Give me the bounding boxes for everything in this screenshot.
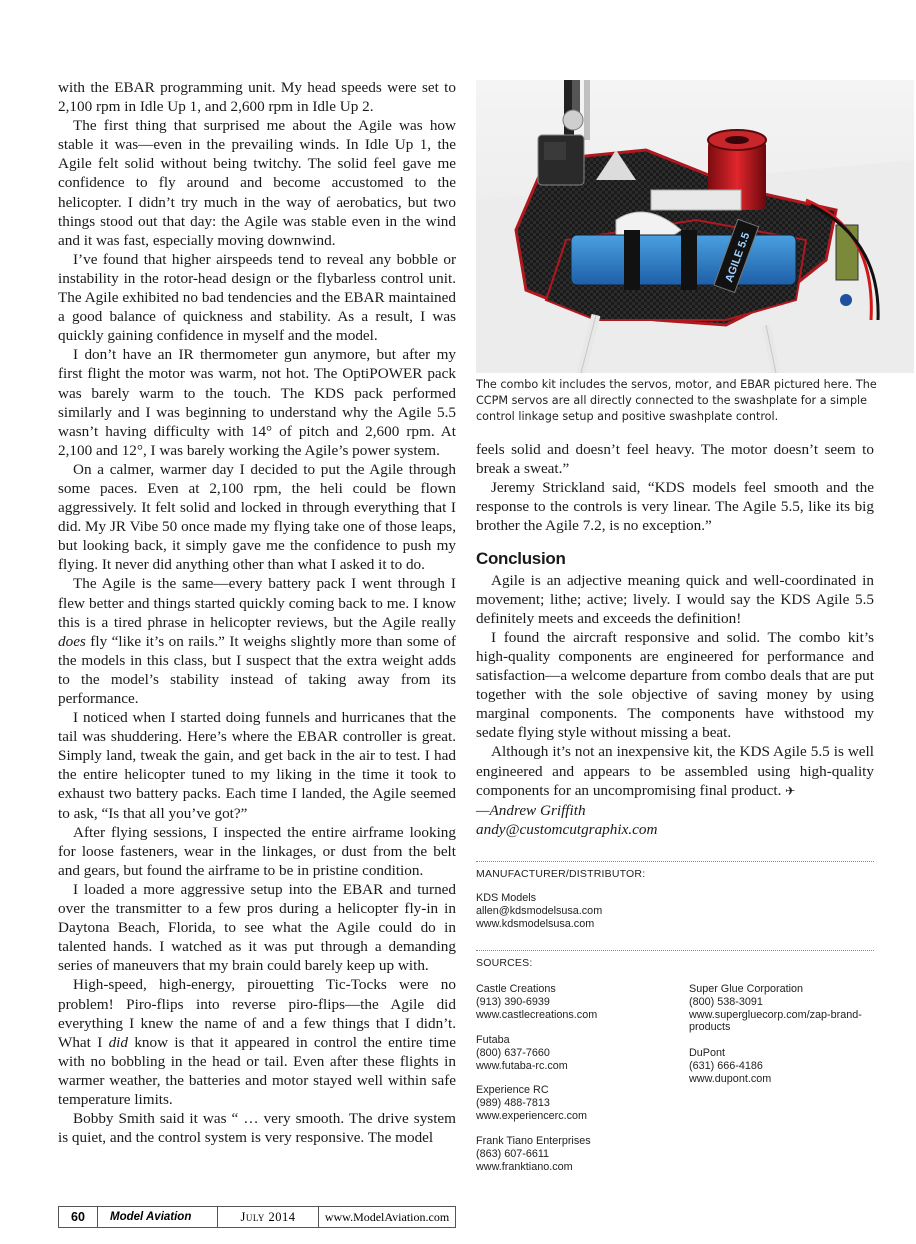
manufacturer-name: KDS Models xyxy=(476,892,537,904)
sources-heading: SOURCES: xyxy=(476,957,533,969)
manufacturer-url: www.kdsmodelsusa.com xyxy=(476,917,595,930)
manufacturer-block xyxy=(476,892,602,930)
paragraph: The first thing that surprised me about the Agile was how stable it was—even in the prevailing winds. In Idle Up 1, the Agile felt solid without being twitchy. The solid feel gave me confidence to fly around and become accustomed to the helicopter. I didn’t try much in the way of aerobatics, but two things stood out that day: the Agile was stable even in the wind and it was fast, especially moving downwind. xyxy=(58,117,456,249)
divider xyxy=(476,950,874,951)
source-url: www.experiencerc.com xyxy=(476,1109,588,1122)
source-url-continued: products xyxy=(689,1021,731,1034)
text-run: The Agile is the same—every battery pack I went through I flew better and things started quickly coming back to me. I know this is a tired phrase in helicopter reviews, but the Agile really xyxy=(58,575,456,631)
source-phone: (913) 390-6939 xyxy=(476,995,550,1008)
manufacturer-heading: MANUFACTURER/DISTRIBUTOR: xyxy=(476,868,646,880)
paragraph: I found the aircraft responsive and solid. The combo kit’s high-quality components are engineered for performance and satisfaction—a welcome departure from combo deals that are put together with the sole objective of saving money by using marginal components. The components have withstood my sedate flying style without missing a beat. xyxy=(476,628,874,742)
paragraph: feels solid and doesn’t feel heavy. The motor doesn’t seem to break a sweat.” xyxy=(476,441,874,478)
source-phone: (863) 607-6611 xyxy=(476,1147,550,1160)
source-entry xyxy=(476,1084,587,1122)
left-column xyxy=(58,78,456,1147)
source-name: Castle Creations xyxy=(476,983,556,995)
source-name: DuPont xyxy=(689,1047,726,1059)
page-footer xyxy=(58,1206,456,1228)
magazine-name: Model Aviation xyxy=(98,1207,218,1227)
paragraph xyxy=(58,574,456,708)
right-column xyxy=(476,440,874,839)
paragraph: I noticed when I started doing funnels and hurricanes that the tail was shuddering. Here’s where the EBAR controller is great. Simply land, tweak the gain, and get back in the air to test. I had the entire helicopter tuned to my liking in the time it took to exhaust two battery packs. Each time I landed, the Agile seemed to ask, “Is that all you’ve got?” xyxy=(58,709,456,822)
source-url: www.supergluecorp.com/zap-brand- xyxy=(689,1008,862,1021)
source-url: www.franktiano.com xyxy=(476,1160,573,1173)
source-phone: (631) 666-4186 xyxy=(689,1059,763,1072)
text-run: know is that it appeared in control the entire time with no bobbling in the head or tail. Even after these flights in warmer weather, the batteries and motor stayed well within safe temperature limits. xyxy=(58,1033,456,1108)
source-entry xyxy=(689,1047,771,1085)
page-number: 60 xyxy=(59,1207,98,1227)
helicopter-photo xyxy=(476,80,914,373)
source-name: Super Glue Corporation xyxy=(689,983,804,995)
source-entry xyxy=(476,1135,591,1173)
text-run: fly “like it’s on rails.” It weighs slightly more than some of the models in this class, but I suspect that the extra weight adds to the model’s stability instead of taking away from its performance. xyxy=(58,632,456,707)
source-phone: (989) 488-7813 xyxy=(476,1096,550,1109)
paragraph: with the EBAR programming unit. My head speeds were set to 2,100 rpm in Idle Up 1, and 2,600 rpm in Idle Up 2. xyxy=(58,79,456,116)
photo-caption: The combo kit includes the servos, motor, and EBAR pictured here. The CCPM servos are all directly connected to the swashplate for a simple control linkage setup and positive swashplate control. xyxy=(476,378,877,423)
paragraph: On a calmer, warmer day I decided to put the Agile through some paces. Even at 2,100 rpm, the heli could be flown aggressively. It felt solid and locked in through everything that I did. My JR Vibe 50 once made my flying take one of those leaps, but looking back, it simply gave me the confidence to push my flying. It never did anything other than what I asked it to do. xyxy=(58,460,456,574)
paragraph: After flying sessions, I inspected the entire airframe looking for loose fasteners, wear in the linkages, or dust from the belt and gears, but found the airframe to be in pristine condition. xyxy=(58,823,456,879)
source-entry xyxy=(689,983,862,1034)
author-email: andy@customcutgraphix.com xyxy=(476,820,658,838)
manufacturer-email: allen@kdsmodelsusa.com xyxy=(476,904,603,917)
divider xyxy=(476,861,874,862)
source-url: www.castlecreations.com xyxy=(476,1008,598,1021)
author-signature: —Andrew Griffith xyxy=(476,801,586,819)
source-name: Frank Tiano Enterprises xyxy=(476,1135,591,1147)
paragraph xyxy=(476,742,874,800)
paragraph: I loaded a more aggressive setup into the EBAR and turned over the transmitter to a few pros during a helicopter fly-in in Daytona Beach, Florida, to see what the Agile could do in talented hands. I watched as it was put through a demanding series of maneuvers that my brain could barely keep up with. xyxy=(58,880,456,975)
source-phone: (800) 538-3091 xyxy=(689,995,763,1008)
paragraph: Agile is an adjective meaning quick and well-coordinated in movement; lithe; active; lively. I would say the KDS Agile 5.5 definitely meets and exceeds the definition! xyxy=(476,571,874,627)
end-mark-icon: ✈ xyxy=(785,783,796,798)
website-url: www.ModelAviation.com xyxy=(324,1209,450,1224)
paragraph: Bobby Smith said it was “ … very smooth. The drive system is quiet, and the control system is very responsive. The model xyxy=(58,1110,456,1147)
source-url: www.dupont.com xyxy=(689,1072,772,1085)
source-entry xyxy=(476,1034,568,1072)
source-name: Experience RC xyxy=(476,1084,549,1096)
paragraph xyxy=(58,975,456,1109)
text-run: Although it’s not an inexpensive kit, the KDS Agile 5.5 is well engineered and appears to be assembled using high-quality components for an uncompromising final product. xyxy=(476,743,874,799)
source-phone: (800) 637-7660 xyxy=(476,1046,550,1059)
emphasis: did xyxy=(108,1033,128,1051)
source-entry xyxy=(476,983,597,1021)
text-run: High-speed, high-energy, pirouetting Tic-Tocks were no problem! Piro-flips into reverse piro-flips—the Agile did everything I knew the name of and a few things that I didn’t. What I xyxy=(58,976,456,1051)
paragraph: Jeremy Strickland said, “KDS models feel smooth and the response to the controls is very linear. The Agile 5.5, like its big brother the Agile 7.2, is no exception.” xyxy=(476,479,874,535)
source-url: www.futaba-rc.com xyxy=(476,1059,568,1072)
photo-label: AGILE 5.5 xyxy=(723,231,753,284)
conclusion-heading: Conclusion xyxy=(476,549,566,569)
issue-date: July 2014 xyxy=(218,1207,319,1227)
emphasis: does xyxy=(58,632,86,650)
paragraph: I’ve found that higher airspeeds tend to reveal any bobble or instability in the rotor-head design or the flybarless control unit. The Agile exhibited no bad tendencies and the EBAR maintained a good balance of quickness and stability. As a result, I was quickly gaining confidence in myself and the model. xyxy=(58,250,456,345)
paragraph: I don’t have an IR thermometer gun anymore, but after my first flight the motor was warm, not hot. The OptiPOWER pack was barely warm to the touch. The KDS pack performed similarly and I was beginning to understand why the Agile 5.5 wasn’t having difficulty with 14° of pitch and 2,600 rpm. At 2,100 and 12°, I was barely working the Agile’s power system. xyxy=(58,346,456,459)
helicopter-illustration xyxy=(476,80,914,373)
source-name: Futaba xyxy=(476,1034,510,1046)
